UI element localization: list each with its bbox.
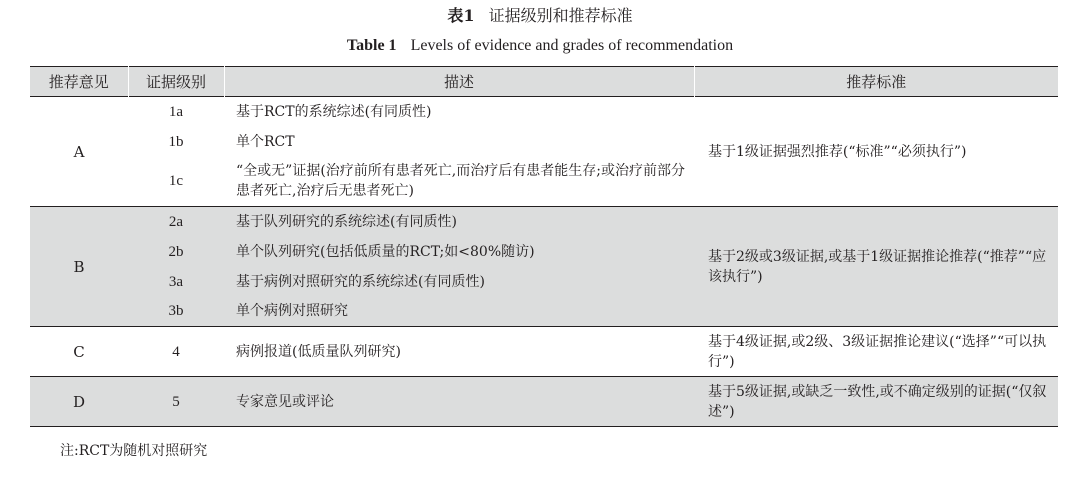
description-cell: 基于队列研究的系统综述(有同质性) [224, 207, 694, 237]
recommendation-cell: A [73, 142, 85, 161]
table-title-cn [0, 5, 1080, 27]
recommendation-cell: B [30, 207, 128, 327]
standard-cell: 基于5级证据,或缺乏一致性,或不确定级别的证据(“仅叙述”) [694, 377, 1058, 427]
standard-cell: 基于2级或3级证据,或基于1级证据推论推荐(“推荐”“应该执行”) [694, 207, 1058, 327]
description-cell: 病例报道(低质量队列研究) [236, 343, 401, 360]
header-description: 描述 [224, 67, 694, 97]
table-header-row [30, 67, 1058, 97]
group-b [30, 207, 1058, 327]
description-cell: 基于RCT的系统综述(有同质性) [236, 103, 432, 120]
level-cell: 2b [128, 237, 224, 267]
table-row [30, 327, 1058, 377]
table-number-en: Table 1 [346, 37, 397, 54]
level-cell: 4 [172, 343, 180, 360]
description-cell: 单个病例对照研究 [224, 297, 694, 327]
table-row [30, 97, 1058, 127]
description-cell: 专家意见或评论 [224, 377, 694, 427]
standard-cell: 基于4级证据,或2级、3级证据推论建议(“选择”“可以执行”) [708, 333, 1047, 370]
recommendation-cell: D [30, 377, 128, 427]
header-standard: 推荐标准 [694, 67, 1058, 97]
level-cell: 2a [128, 207, 224, 237]
table-title-cn-text: 证据级别和推荐标准 [488, 6, 633, 25]
group-c [30, 327, 1058, 377]
table-title-en-text: Levels of evidence and grades of recommendation [410, 37, 734, 54]
standard-cell: 基于1级证据强烈推荐(“标准”“必须执行”) [708, 143, 967, 160]
table-number-cn: 表1 [447, 6, 475, 25]
table-row [30, 377, 1058, 427]
level-cell: 1b [168, 133, 184, 150]
header-evidence-level: 证据级别 [128, 67, 224, 97]
level-cell: 3b [128, 297, 224, 327]
description-cell: 单个RCT [236, 133, 295, 150]
level-cell: 1c [168, 173, 184, 190]
group-d [30, 377, 1058, 427]
header-recommendation: 推荐意见 [48, 73, 109, 91]
description-cell: “全或无”证据(治疗前所有患者死亡,而治疗后有患者能生存;或治疗前部分患者死亡,治疗后无患者死亡) [236, 163, 685, 200]
table-footnote: 注:RCT为随机对照研究 [60, 443, 208, 459]
description-cell: 单个队列研究(包括低质量的RCT;如<80%随访) [224, 237, 694, 267]
level-cell: 1a [168, 103, 184, 120]
evidence-levels-table [30, 66, 1058, 427]
level-cell: 5 [128, 377, 224, 427]
recommendation-cell: C [73, 342, 85, 361]
description-cell: 基于病例对照研究的系统综述(有同质性) [224, 267, 694, 297]
table-row [30, 207, 1058, 237]
level-cell: 3a [128, 267, 224, 297]
table-title-en [0, 35, 1080, 57]
group-a [30, 97, 1058, 207]
